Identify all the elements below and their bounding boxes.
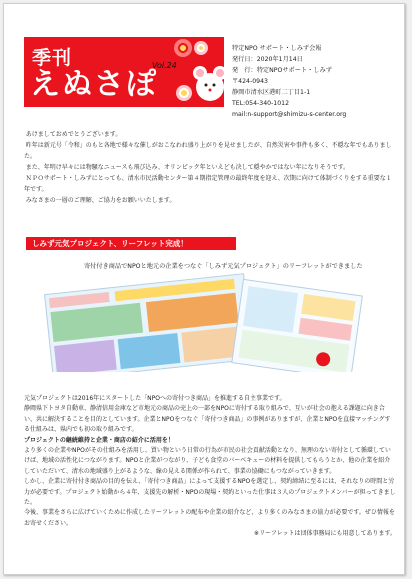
masthead-title-line1: 季刊 (32, 47, 73, 69)
intro-paragraph: ＮＰＯサポート・しみずにとっても、清水市民活動センター第４期指定管理の最終年度を迎え、次期に向けて体制づくりをする重要な１年です。 (24, 175, 392, 193)
volume-label: Vol.24 (152, 61, 177, 70)
masthead-title-line2: えぬさぽ (30, 67, 158, 102)
body-paragraph: しかし、企業に寄付付き商品の目的を伝え、「寄付つき商品」によって支援するNPOを選定し、契約締結に至るには、それなりの時間と労力が必要です。プロジェクト始動から４年、支援先の解析・NPOの現場・契約といった仕事は３人のプロジェクトメンバーが担ってきました。 (24, 478, 396, 507)
address: 静岡市清水区港町二丁目1-1 (232, 89, 311, 96)
body-note: ※リーフレットは団体事務局にも用意してあります。 (254, 530, 396, 538)
body-heading: プロジェクトの継続維持と企業・商店の紹介に活用を！ (24, 436, 174, 444)
section-subtitle: 寄付付き商品でNPOと地元の企業をつなぐ「しみず元気プロジェクト」のリーフレットができました (84, 263, 363, 270)
leaflet-photo (38, 272, 368, 372)
telephone: TEL:054-340-1012 (232, 100, 290, 107)
intro-text (24, 129, 394, 206)
email-link[interactable]: mail:n-support@shimizu-s-center.org (232, 111, 347, 118)
intro-paragraph: あけましておめでとうございます。 (25, 131, 122, 138)
intro-paragraph: 昨年は新元号「令和」のもと各地で様々な催しがおこなわれ盛り上がりを見せましたが、自然災害や事件も多く、不穏な年でもありました。 (24, 142, 392, 160)
plum-flower-icon (174, 39, 192, 57)
publish-date: 発行日：2020年1月14日 (232, 56, 303, 63)
publisher-info (232, 43, 346, 120)
masthead (24, 37, 224, 107)
intro-paragraph: また、年明け早々には物騒なニュースも飛び込み、オリンピック年といえども決して穏やかではない年になりそうです。 (25, 164, 350, 171)
plum-flower-icon (194, 41, 208, 55)
body-paragraph: 元気プロジェクトは2016年にスタートした「NPOへの寄付つき商品」を推進する自主事業です。 (24, 395, 286, 402)
publisher-org: 特定NPO サポート・しみず会報 (232, 45, 322, 52)
postal-code: 〒424-0943 (232, 78, 268, 85)
body-paragraph: 今後、事業をさらに広げていくために作成したリーフレットの配布や企業の紹介など、より多くのみなさまの協力が必要です。ぜひ情報をお寄せください。 (24, 509, 395, 527)
intro-paragraph: みなさまの一層のご理解、ご協力をお願いいたします。 (25, 197, 176, 204)
section-banner: しみず元気プロジェクト、リーフレット完成！ (26, 237, 236, 250)
article-body (24, 394, 396, 540)
newsletter-page (3, 3, 405, 575)
issuer: 発 行：特定NPOサポート・しみず (232, 67, 332, 74)
body-paragraph: 静岡県下トヨタ自動車、静清信用金庫など市地元の商品の売上の一部をNPOに寄付する取り組みで、互いが社会の抱える課題に向き合い、共に解決することを目的としています。企業とNPOをつなぐ「寄付つき商品」の事例がありますが、企業とNPOを直接マッチングする仕組みは、県内でも初の取り組みです。 (24, 405, 391, 434)
mouse-illustration (192, 59, 228, 103)
plum-flower-icon (176, 85, 192, 101)
body-paragraph: より多くの企業やNPOがその仕組みを活用し、買い物という日常の行為が市民の社会貢献活動となり、無理のない寄付として循環していけば、地域の活性化につながります。NPOと企業がつながり、子ども食堂のバーベキューの材料を提供してもらうとか、他の企業を紹介していただいて、清水の地域盛り上がるような、線の見える関係が作られて、事業の協働にもつながっていきます。 (24, 447, 391, 475)
